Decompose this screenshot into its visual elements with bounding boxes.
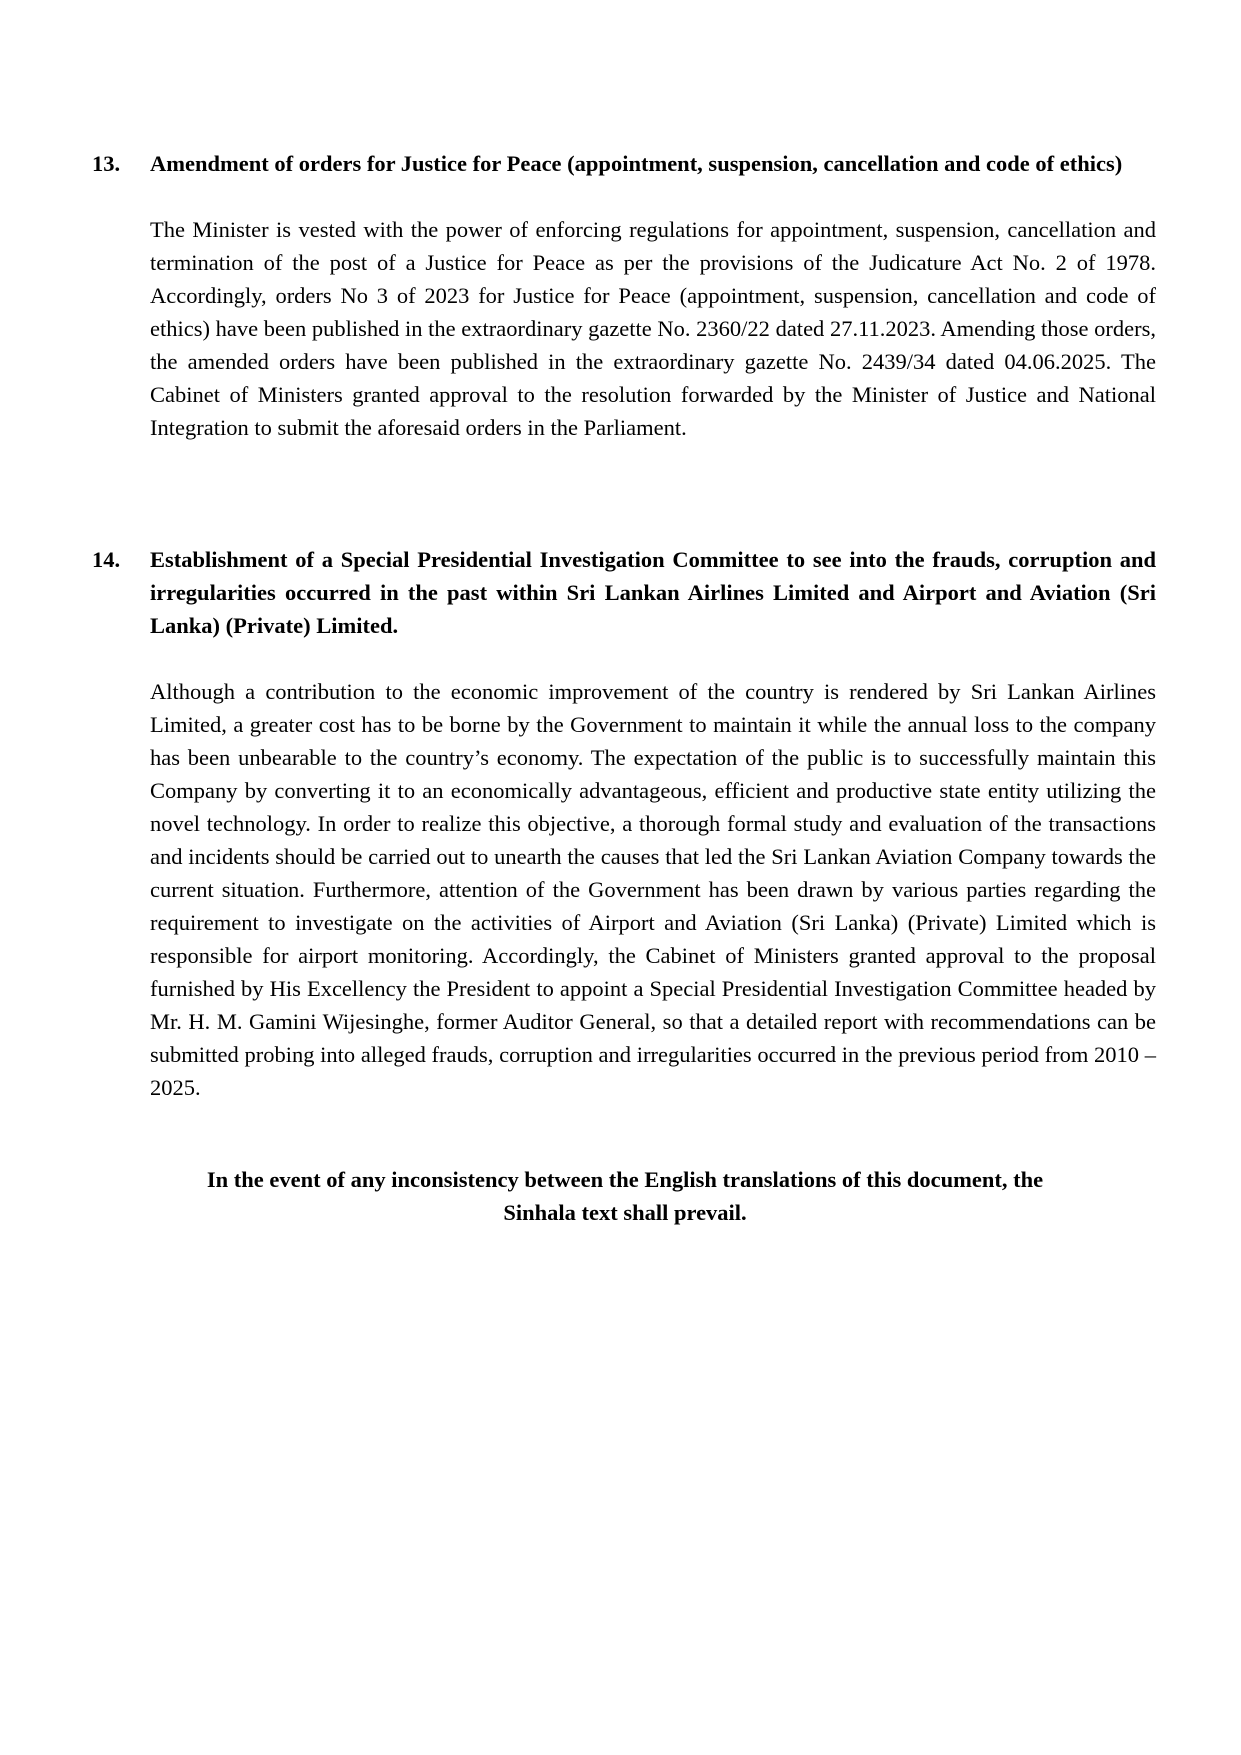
decision-item-13: [92, 147, 1156, 467]
translation-notice: In the event of any inconsistency between the English translations of this document, the Sinhala text shall prevail.: [206, 1167, 1044, 1225]
decision-item-14: [92, 543, 1156, 1127]
item-body: The Minister is vested with the power of enforcing regulations for appointment, suspension, cancellation and termination of the post of a Justice for Peace as per the provisions of the Judicature Act No. 2 of 1978. Accordingly, orders No 3 of 2023 for Justice for Peace (appointment, suspension, cancellation and code of ethics) have been published in the extraordinary gazette No. 2360/22 dated 27.11.2023. Amending those orders, the amended orders have been published in the extraordinary gazette No. 2439/34 dated 04.06.2025. The Cabinet of Ministers granted approval to the resolution forwarded by the Minister of Justice and National Integration to submit the aforesaid orders in the Parliament.: [150, 217, 1156, 440]
item-heading: Amendment of orders for Justice for Peace (appointment, suspension, cancellation and code of ethics): [150, 151, 1123, 176]
item-number: 13.: [92, 151, 121, 176]
item-heading: Establishment of a Special Presidential Investigation Committee to see into the frauds, corruption and irregularities occurred in the past within Sri Lankan Airlines Limited and Airport and Aviation (Sri Lanka) (Private) Limited.: [150, 547, 1156, 638]
item-body: Although a contribution to the economic improvement of the country is rendered by Sri Lankan Airlines Limited, a greater cost has to be borne by the Government to maintain it while the annual loss to the company has been unbearable to the country’s economy. The expectation of the public is to successfully maintain this Company by converting it to an economically advantageous, efficient and productive state entity utilizing the novel technology. In order to realize this objective, a thorough formal study and evaluation of the transactions and incidents should be carried out to unearth the causes that led the Sri Lankan Aviation Company towards the current situation. Furthermore, attention of the Government has been drawn by various parties regarding the requirement to investigate on the activities of Airport and Aviation (Sri Lanka) (Private) Limited which is responsible for airport monitoring. Accordingly, the Cabinet of Ministers granted approval to the proposal furnished by His Excellency the President to appoint a Special Presidential Investigation Committee headed by Mr. H. M. Gamini Wijesinghe, former Auditor General, so that a detailed report with recommendations can be submitted probing into alleged frauds, corruption and irregularities occurred in the previous period from 2010 – 2025.: [150, 679, 1156, 1100]
item-number: 14.: [92, 547, 121, 572]
